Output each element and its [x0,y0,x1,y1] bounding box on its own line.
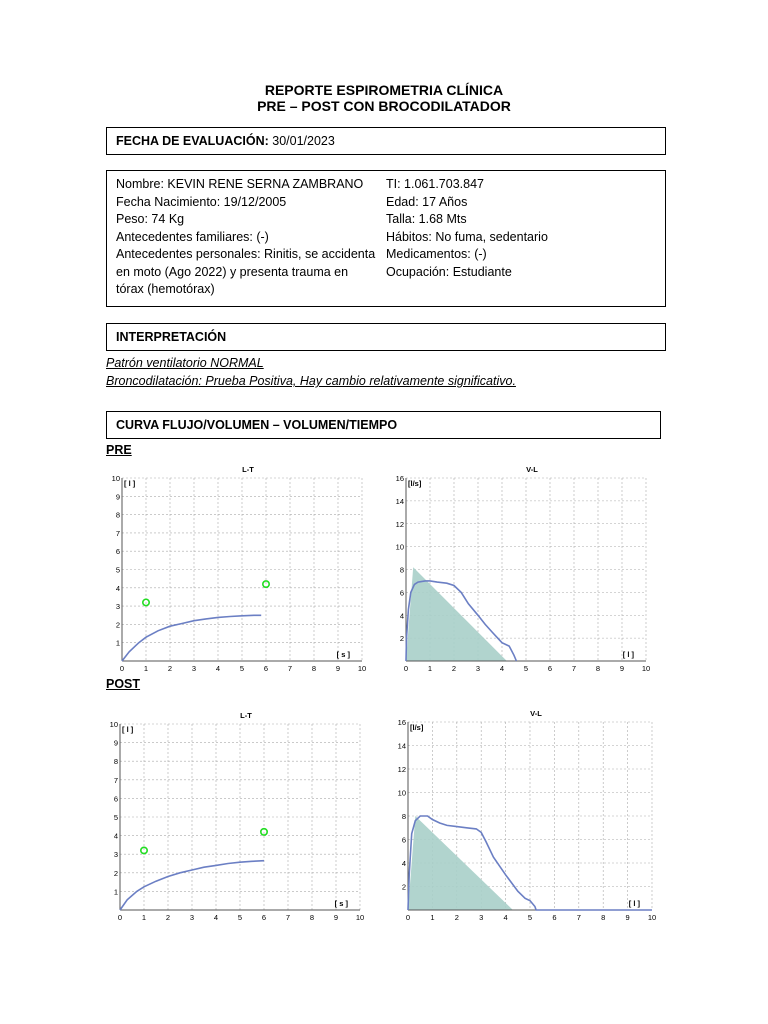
series-line [122,615,261,661]
y-tick-label: 14 [395,496,404,506]
y-tick-label: 16 [395,474,404,483]
x-tick-label: 9 [619,664,625,673]
patient-right-line: TI: 1.061.703.847 [386,177,484,191]
y-tick-label: 6 [401,835,406,845]
chart-title: L-T [240,711,252,720]
chart-title: V-L [530,709,542,718]
y-tick-label: 4 [401,859,406,868]
y-tick-label: 8 [399,565,404,575]
x-tick-label: 6 [552,913,557,922]
x-tick-label: 5 [237,913,243,922]
x-tick-label: 4 [213,913,219,922]
y-tick-label: 16 [397,718,406,727]
y-tick-label: 6 [115,547,120,557]
date-label: FECHA DE EVALUACIÓN: [116,134,269,148]
y-tick-label: 10 [111,474,120,483]
curves-header-box [106,411,661,439]
patient-right-line: Hábitos: No fuma, sedentario [386,229,548,244]
y-tick-label: 8 [113,757,118,767]
x-tick-label: 10 [647,913,657,922]
y-tick-label: 6 [113,794,118,804]
y-tick-label: 1 [115,638,120,648]
date-box [106,127,666,155]
y-tick-label: 5 [113,813,118,822]
x-tick-label: 4 [503,913,508,922]
x-tick-label: 9 [335,664,341,673]
x-tick-label: 8 [595,664,601,673]
x-tick-label: 8 [601,913,606,922]
x-tick-label: 0 [405,913,411,922]
x-axis-label: [ l ] [622,650,634,659]
y-axis-label: [ l ] [124,479,136,488]
y-axis-label: [l/s] [408,479,422,488]
x-tick-label: 8 [311,664,317,673]
patient-left-line: Peso: 74 Kg [116,212,185,226]
x-tick-label: 1 [141,913,147,922]
x-tick-label: 4 [499,664,505,673]
x-tick-label: 3 [479,913,484,922]
y-tick-label: 5 [115,565,120,575]
x-tick-label: 4 [215,664,221,673]
date-value: 30/01/2023 [268,134,335,148]
patient-box [106,170,666,307]
y-tick-label: 3 [115,602,120,612]
curves-header: CURVA FLUJO/VOLUMEN – VOLUMEN/TIEMPO [116,418,398,432]
x-tick-label: 2 [454,913,459,922]
patient-right-line: Ocupación: Estudiante [386,264,512,279]
y-axis-label: [ l ] [122,725,134,734]
y-tick-label: 14 [397,741,406,751]
x-tick-label: 9 [625,913,630,922]
x-axis-label: [ s ] [334,899,348,908]
y-tick-label: 10 [109,720,118,729]
y-tick-label: 4 [113,831,118,841]
pre-flow-volume-chart [390,460,655,674]
x-tick-label: 10 [357,664,367,673]
patient-right-line: Medicamentos: (-) [386,247,487,261]
y-tick-label: 8 [115,510,120,520]
y-tick-label: 6 [399,588,404,598]
y-tick-label: 9 [113,738,118,748]
x-tick-label: 1 [427,664,433,673]
x-tick-label: 3 [475,664,481,673]
post-flow-volume-chart [390,704,662,924]
x-tick-label: 7 [576,913,581,922]
x-axis-label: [ s ] [336,650,350,659]
patient-left-line: Antecedentes familiares: (-) [116,229,269,244]
y-tick-label: 10 [397,788,406,798]
y-tick-label: 2 [113,868,118,878]
y-tick-label: 12 [395,519,404,529]
x-tick-label: 8 [309,913,315,922]
x-axis-label: [ l ] [628,899,640,908]
x-tick-label: 10 [641,664,651,673]
y-tick-label: 2 [399,634,404,644]
interpretation-line-1: Patrón ventilatorio NORMAL [106,356,264,370]
pre-label: PRE [106,443,132,457]
x-tick-label: 7 [285,913,291,922]
x-tick-label: 9 [333,913,339,922]
patient-left-line: tórax (hemotórax) [116,282,215,296]
y-tick-label: 7 [115,528,120,538]
patient-left-line: en moto (Ago 2022) y presenta trauma en [116,264,349,279]
x-tick-label: 0 [119,664,125,673]
post-label: POST [106,677,141,691]
x-tick-label: 5 [527,913,533,922]
patient-left-line: Nombre: KEVIN RENE SERNA ZAMBRANO [116,177,364,191]
y-tick-label: 1 [113,887,118,897]
x-tick-label: 6 [547,664,553,673]
x-tick-label: 0 [117,913,123,922]
interpretation-header-box [106,323,666,351]
y-tick-label: 9 [115,492,120,502]
x-tick-label: 1 [143,664,149,673]
patient-left-line: Antecedentes personales: Rinitis, se accidenta [116,247,376,261]
pre-volume-time-chart [106,460,371,674]
chart-title: L-T [242,465,254,474]
x-tick-label: 3 [189,913,195,922]
x-tick-label: 2 [167,664,173,673]
interpretation-line-2: Broncodilatación: Prueba Positiva, Hay cambio relativamente significativo. [106,374,516,388]
y-tick-label: 12 [397,765,406,774]
x-tick-label: 3 [191,664,197,673]
y-tick-label: 7 [113,775,118,785]
x-tick-label: 7 [287,664,293,673]
y-axis-label: [l/s] [410,723,424,732]
x-tick-label: 0 [403,664,409,673]
x-tick-label: 10 [355,913,365,922]
report-subtitle: PRE – POST CON BROCODILATADOR [257,98,511,114]
x-tick-label: 6 [261,913,267,922]
y-tick-label: 2 [115,620,120,630]
y-tick-label: 8 [401,812,406,821]
x-tick-label: 5 [523,664,529,673]
chart-title: V-L [526,465,538,474]
y-tick-label: 4 [115,583,120,593]
x-tick-label: 7 [571,664,577,673]
y-tick-label: 2 [401,882,406,892]
x-tick-label: 6 [263,664,269,673]
patient-right-line: Talla: 1.68 Mts [386,212,467,226]
y-tick-label: 10 [395,542,404,552]
x-tick-label: 2 [451,664,457,673]
y-tick-label: 4 [399,611,404,621]
x-tick-label: 2 [165,913,171,922]
post-volume-time-chart [106,704,371,924]
patient-right-line: Edad: 17 Años [386,194,468,209]
x-tick-label: 1 [430,913,435,922]
interpretation-header: INTERPRETACIÓN [116,330,227,344]
x-tick-label: 5 [239,664,245,673]
y-tick-label: 3 [113,850,118,860]
report-title: REPORTE ESPIROMETRIA CLÍNICA [264,82,504,98]
patient-left-line: Fecha Nacimiento: 19/12/2005 [116,194,287,209]
